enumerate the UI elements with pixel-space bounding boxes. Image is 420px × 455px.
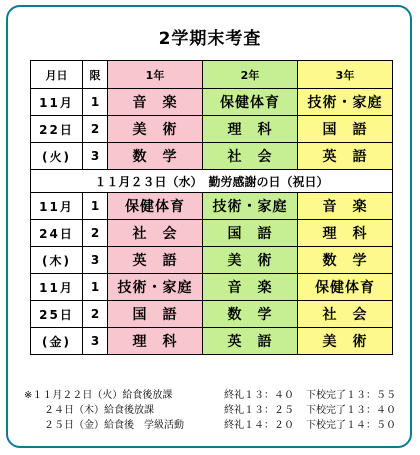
subject-cell: 技術・家庭 <box>298 89 393 116</box>
subject-cell: 保健体育 <box>298 274 393 301</box>
subject-cell: 英 語 <box>203 328 298 355</box>
subject-cell: 理 科 <box>203 116 298 143</box>
date-line: (火) <box>31 143 83 170</box>
subject-cell: 音 楽 <box>298 193 393 220</box>
period-cell: 1 <box>83 89 108 116</box>
subject-cell: 美 術 <box>298 328 393 355</box>
page-title: 2学期末考査 <box>158 29 262 49</box>
date-line: 11月 <box>31 193 83 220</box>
note-dismissal: 下校完了１４：５０ <box>306 420 396 431</box>
holiday-row <box>31 170 393 193</box>
subject-cell: 音 楽 <box>203 274 298 301</box>
subject-cell: 音 楽 <box>108 89 203 116</box>
subject-cell: 美 術 <box>108 116 203 143</box>
subject-cell: 社 会 <box>108 220 203 247</box>
period-cell: 1 <box>83 274 108 301</box>
table-row <box>31 89 393 116</box>
table-row <box>31 247 393 274</box>
header-grade-3: 3年 <box>298 61 393 89</box>
date-line: (木) <box>31 247 83 274</box>
table-row <box>31 328 393 355</box>
subject-cell: 数 学 <box>203 301 298 328</box>
header-period: 限 <box>83 61 108 89</box>
table-row <box>31 116 393 143</box>
subject-cell: 社 会 <box>203 143 298 170</box>
header-grade-1: 1年 <box>108 61 203 89</box>
note-day: ２５日（金）給食後 学級活動 <box>24 420 184 431</box>
subject-cell: 社 会 <box>298 301 393 328</box>
subject-cell: 国 語 <box>203 220 298 247</box>
table-row <box>31 143 393 170</box>
date-line: 11月 <box>31 274 83 301</box>
note-dismissal: 下校完了１３：４０ <box>306 405 396 416</box>
note-closing: 終礼１３：４０ <box>224 390 294 401</box>
period-cell: 2 <box>83 301 108 328</box>
subject-cell: 国 語 <box>108 301 203 328</box>
table-row <box>31 274 393 301</box>
exam-schedule-table <box>30 60 393 355</box>
period-cell: 3 <box>83 328 108 355</box>
note-day: ※１１月２２日（火）給食後放課 <box>24 390 173 401</box>
note-closing: 終礼１４：２０ <box>224 420 294 431</box>
period-cell: 3 <box>83 247 108 274</box>
subject-cell: 英 語 <box>298 143 393 170</box>
header-date: 月日 <box>31 61 83 89</box>
note-dismissal: 下校完了１３：５５ <box>306 390 396 401</box>
note-line <box>24 388 414 403</box>
date-line: 25日 <box>31 301 83 328</box>
header-grade-2: 2年 <box>203 61 298 89</box>
table-row <box>31 193 393 220</box>
period-cell: 1 <box>83 193 108 220</box>
header-row <box>31 61 393 89</box>
subject-cell: 数 学 <box>108 143 203 170</box>
table-row <box>31 220 393 247</box>
subject-cell: 技術・家庭 <box>203 193 298 220</box>
period-cell: 2 <box>83 220 108 247</box>
table-row <box>31 301 393 328</box>
holiday-cell: １１月２３日（水） 勤労感謝の日（祝日） <box>31 170 393 193</box>
dismissal-notes <box>24 388 414 433</box>
subject-cell: 保健体育 <box>203 89 298 116</box>
note-line <box>24 403 414 418</box>
note-day: ２４日（木）給食後放課 <box>24 405 154 416</box>
subject-cell: 国 語 <box>298 116 393 143</box>
date-line: 24日 <box>31 220 83 247</box>
subject-cell: 英 語 <box>108 247 203 274</box>
date-line: 22日 <box>31 116 83 143</box>
date-line: 11月 <box>31 89 83 116</box>
subject-cell: 技術・家庭 <box>108 274 203 301</box>
note-closing: 終礼１３：２５ <box>224 405 294 416</box>
period-cell: 3 <box>83 143 108 170</box>
subject-cell: 数 学 <box>298 247 393 274</box>
subject-cell: 理 科 <box>298 220 393 247</box>
subject-cell: 美 術 <box>203 247 298 274</box>
date-line: (金) <box>31 328 83 355</box>
period-cell: 2 <box>83 116 108 143</box>
note-line <box>24 418 414 433</box>
subject-cell: 理 科 <box>108 328 203 355</box>
subject-cell: 保健体育 <box>108 193 203 220</box>
